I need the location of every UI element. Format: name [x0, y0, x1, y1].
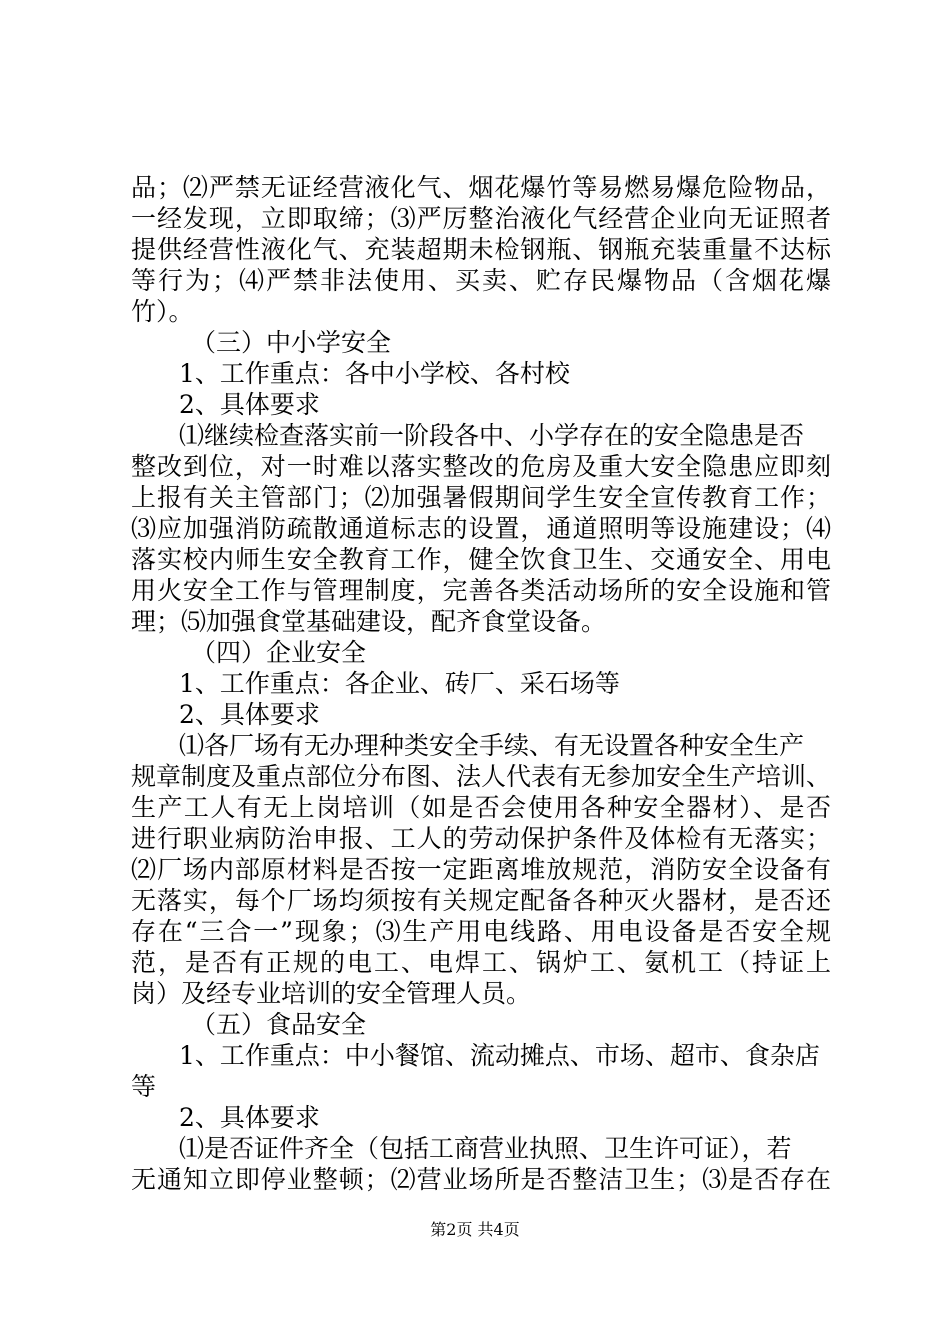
text-line: ⑴各厂场有无办理种类安全手续、有无设置各种安全生产	[179, 731, 805, 760]
text-line: 上报有关主管部门；⑵加强暑假期间学生安全宣传教育工作；	[131, 483, 831, 512]
section-heading: （五）食品安全	[191, 1010, 367, 1039]
text-line: 等行为；⑷严禁非法使用、买卖、贮存民爆物品（含烟花爆	[131, 266, 831, 295]
text-line: 整改到位，对一时难以落实整改的危房及重大安全隐患应即刻	[131, 452, 831, 481]
text-line: 1、工作重点：中小餐馆、流动摊点、市场、超市、食杂店	[179, 1041, 820, 1070]
text-line: 用火安全工作与管理制度，完善各类活动场所的安全设施和管	[131, 576, 831, 605]
text-line: ⑵厂场内部原材料是否按一定距离堆放规范，消防安全设备有	[131, 855, 831, 884]
section-heading: （三）中小学安全	[191, 328, 392, 357]
text-line: 品；⑵严禁无证经营液化气、烟花爆竹等易燃易爆危险物品，	[131, 173, 831, 202]
document-body	[131, 172, 831, 1195]
page-footer: 第2页 共4页	[430, 1220, 520, 1239]
text-line: ⑶应加强消防疏散通道标志的设置，通道照明等设施建设；⑷	[131, 514, 831, 543]
text-line: 进行职业病防治申报、工人的劳动保护条件及体检有无落实；	[131, 824, 831, 853]
section-heading: （四）企业安全	[191, 638, 367, 667]
text-line: 一经发现，立即取缔；⑶严厉整治液化气经营企业向无证照者	[131, 204, 831, 233]
text-line: 1、工作重点：各企业、砖厂、采石场等	[179, 669, 620, 698]
text-line: 岗）及经专业培训的安全管理人员。	[131, 979, 532, 1008]
text-line: 2、具体要求	[179, 700, 320, 729]
text-line: 存在“三合一”现象；⑶生产用电线路、用电设备是否安全规	[131, 917, 831, 946]
text-line: 范，是否有正规的电工、电焊工、锅炉工、氨机工（持证上	[131, 948, 831, 977]
text-line: 无落实，每个厂场均须按有关规定配备各种灭火器材，是否还	[131, 886, 831, 915]
text-line: 规章制度及重点部位分布图、法人代表有无参加安全生产培训、	[131, 762, 832, 791]
text-line: 无通知立即停业整顿；⑵营业场所是否整洁卫生；⑶是否存在	[131, 1165, 831, 1194]
text-line: ⑴是否证件齐全（包括工商营业执照、卫生许可证），若	[179, 1134, 792, 1163]
text-line: 理；⑸加强食堂基础建设，配齐食堂设备。	[131, 607, 607, 636]
text-line: 落实校内师生安全教育工作，健全饮食卫生、交通安全、用电	[131, 545, 831, 574]
text-line: 2、具体要求	[179, 1103, 320, 1132]
text-line: 生产工人有无上岗培训（如是否会使用各种安全器材）、是否	[131, 793, 831, 822]
text-line: ⑴继续检查落实前一阶段各中、小学存在的安全隐患是否	[179, 421, 805, 450]
text-line: 竹）。	[131, 297, 194, 326]
text-line: 提供经营性液化气、充装超期未检钢瓶、钢瓶充装重量不达标	[131, 235, 831, 264]
text-line: 2、具体要求	[179, 390, 320, 419]
text-line: 等	[131, 1072, 157, 1101]
text-line: 1、工作重点：各中小学校、各村校	[179, 359, 570, 388]
